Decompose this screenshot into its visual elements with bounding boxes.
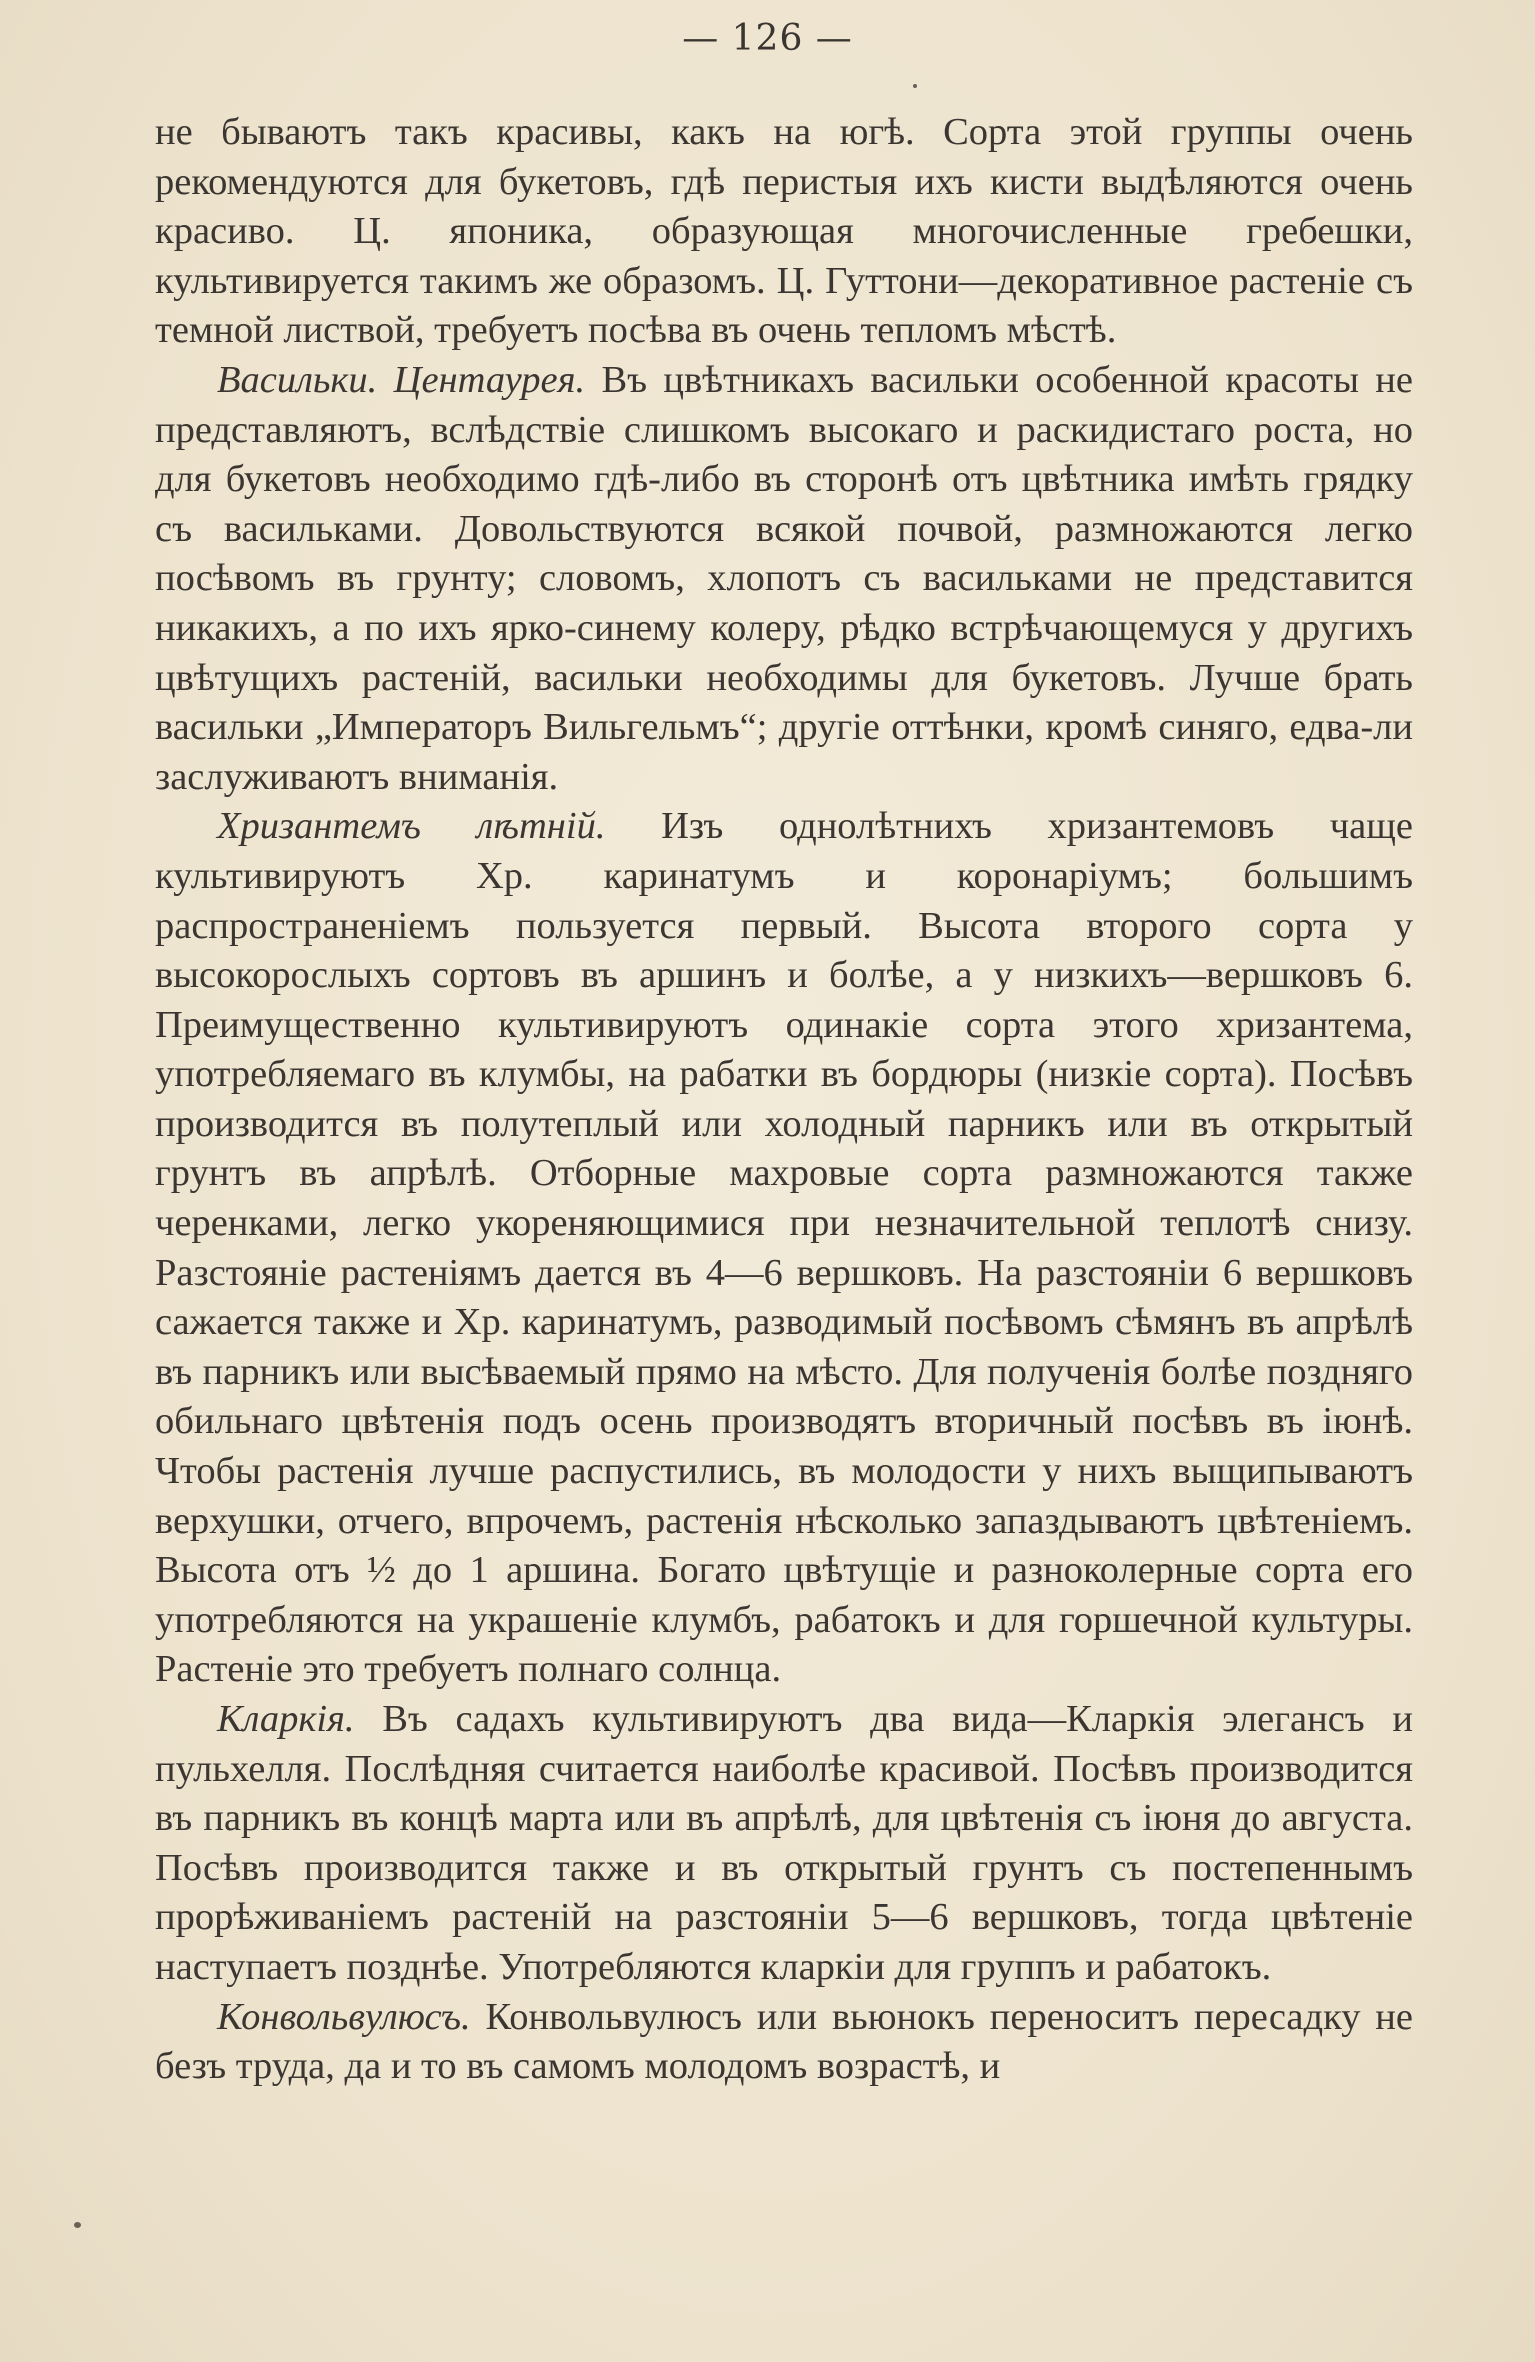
page-number: — 126 — <box>682 18 853 59</box>
paragraph-heading: Васильки. Центаурея. <box>217 358 586 401</box>
paragraph-cornflowers <box>155 356 1413 802</box>
paragraph-text: не бываютъ такъ красивы, какъ на югѣ. Сорта этой группы очень рекомендуются для букетовъ, гдѣ перистыя ихъ кисти выдѣляются очень красиво. Ц. японика, образующая многочисленные гребешки, культивируется такимъ же образомъ. Ц. Гуттони—декоративное растеніе съ темной листвой, требуетъ посѣва въ очень тепломъ мѣстѣ. <box>155 111 1413 352</box>
page-text <box>155 108 1413 2092</box>
paragraph-text: Въ цвѣтникахъ васильки особенной красоты не представляютъ, вслѣдствіе слишкомъ высокаго и раскидистаго роста, но для букетовъ необходимо гдѣ-либо въ сторонѣ отъ цвѣтника имѣть грядку съ васильками. Довольствуются всякой почвой, размножаются легко посѣвомъ въ грунту; словомъ, хлопотъ съ васильками не представится никакихъ, а по ихъ ярко-синему колеру, рѣдко встрѣчающемуся у другихъ цвѣтущихъ растеній, васильки необходимы для букетовъ. Лучше брать васильки „Императоръ Вильгельмъ“; другіе оттѣнки, кромѣ синяго, едва-ли заслуживаютъ вниманія. <box>155 358 1413 798</box>
paragraph-convolvulus <box>155 1993 1413 2092</box>
paper-speck <box>913 84 917 88</box>
paragraph-text: Конвольвулюсъ или вьюнокъ переноситъ пересадку не безъ труда, да и то въ самомъ молодомъ возрастѣ, и <box>155 1995 1413 2088</box>
paragraph-chrysanthemum <box>155 802 1413 1695</box>
paragraph-celosia-continued <box>155 108 1413 356</box>
paragraph-heading: Хризантемъ лѣтній. <box>217 805 606 848</box>
paragraph-text: Въ садахъ культивируютъ два вида—Кларкія элегансъ и пульхелля. Послѣдняя считается наиболѣе красивой. Посѣвъ производится въ парникъ въ концѣ марта или въ апрѣлѣ, для цвѣтенія съ іюня до августа. Посѣвъ производится также и въ открытый грунтъ съ постепеннымъ прорѣживаніемъ растеній на разстояніи 5—6 вершковъ, тогда цвѣтеніе наступаетъ позднѣе. Употребляются кларкіи для группъ и рабатокъ. <box>155 1698 1413 1988</box>
paragraph-heading: Конвольвулюсъ. <box>217 1995 471 2038</box>
paragraph-clarkia <box>155 1695 1413 1993</box>
paragraph-heading: Кларкія. <box>217 1698 355 1740</box>
paragraph-text: Изъ однолѣтнихъ хризантемовъ чаще культивируютъ Хр. каринатумъ и коронаріумъ; большимъ распространеніемъ пользуется первый. Высота второго сорта у высокорослыхъ сортовъ въ аршинъ и болѣе, а у низкихъ—вершковъ 6. Преимущественно культивируютъ одинакіе сорта этого хризантема, употребляемаго въ клумбы, на рабатки въ бордюры (низкіе сорта). Посѣвъ производится въ полутеплый или холодный парникъ или въ открытый грунтъ въ апрѣлѣ. Отборные махровые сорта размножаются также черенками, легко укореняющимися при незначительной теплотѣ снизу. Разстояніе растеніямъ дается въ 4—6 вершковъ. На разстояніи 6 вершковъ сажается также и Хр. каринатумъ, разводимый посѣвомъ сѣмянъ въ апрѣлѣ въ парникъ или высѣваемый прямо на мѣсто. Для полученія болѣе поздняго обильнаго цвѣтенія подъ осень производятъ вторичный посѣвъ въ іюнѣ. Чтобы растенія лучше распустились, въ молодости у нихъ выщипываютъ верхушки, отчего, впрочемъ, растенія нѣсколько запаздываютъ цвѣтеніемъ. Высота отъ ½ до 1 аршина. Богато цвѣтущіе и разноколерные сорта его употребляются на украшеніе клумбъ, рабатокъ и для горшечной культуры. Растеніе это требуетъ полнаго солнца. <box>155 805 1413 1691</box>
paper-speck <box>74 2222 81 2228</box>
